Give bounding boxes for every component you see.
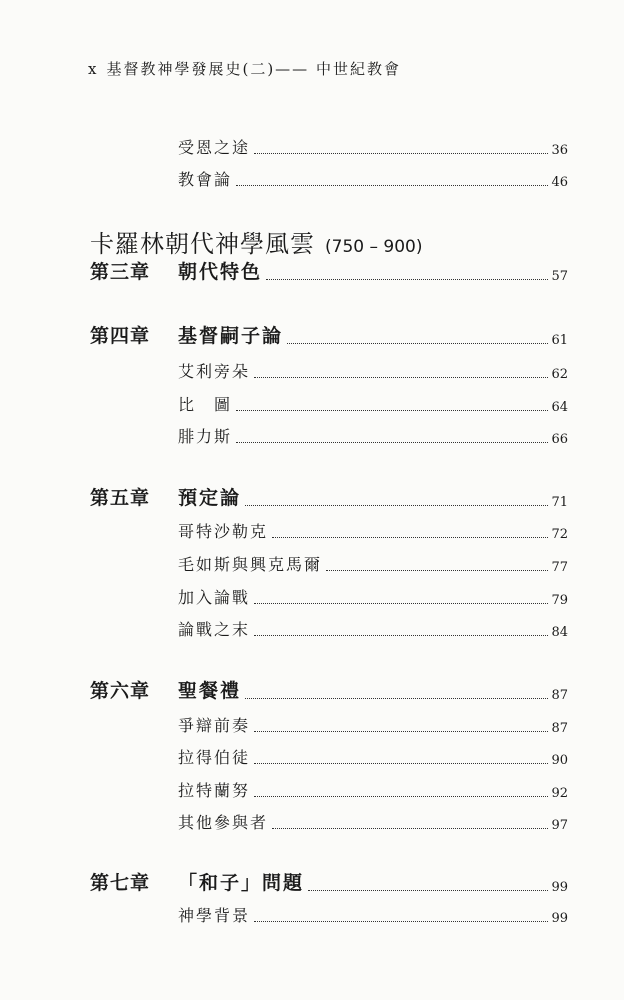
page-ref: 97 bbox=[551, 818, 568, 833]
page-ref: 99 bbox=[551, 911, 568, 926]
toc-chapter[interactable] bbox=[90, 322, 568, 348]
entry-title: 拉特蘭努 bbox=[178, 781, 251, 800]
entry-title: 教會論 bbox=[178, 170, 233, 189]
toc-entry[interactable] bbox=[178, 425, 568, 447]
toc-entry[interactable] bbox=[178, 618, 568, 640]
toc-chapter[interactable] bbox=[90, 677, 568, 703]
chapter-title: 聖餐禮 bbox=[178, 680, 242, 702]
leader-dots bbox=[254, 763, 548, 764]
page-ref: 79 bbox=[551, 593, 568, 608]
toc-entry[interactable] bbox=[178, 714, 568, 736]
chapter-number: 第三章 bbox=[90, 261, 151, 283]
page-ref: 92 bbox=[551, 786, 568, 801]
toc-chapter[interactable] bbox=[90, 258, 568, 284]
page-ref: 87 bbox=[551, 721, 568, 736]
toc-entry[interactable] bbox=[178, 360, 568, 382]
leader-dots bbox=[272, 537, 548, 538]
section-title-text: 卡羅林朝代神學風雲 bbox=[90, 230, 315, 258]
chapter-title: 基督嗣子論 bbox=[178, 325, 284, 347]
page-ref: 90 bbox=[551, 753, 568, 768]
running-header bbox=[88, 58, 401, 79]
leader-dots bbox=[254, 377, 548, 378]
leader-dots bbox=[254, 603, 548, 604]
leader-dots bbox=[254, 731, 548, 732]
toc-entry[interactable] bbox=[178, 553, 568, 575]
chapter-title: 朝代特色 bbox=[178, 261, 263, 283]
page-ref: 77 bbox=[551, 560, 568, 575]
chapter-number: 第七章 bbox=[90, 872, 151, 894]
entry-title: 哥特沙勒克 bbox=[178, 522, 269, 541]
entry-title: 加入論戰 bbox=[178, 588, 251, 607]
entry-title: 拉得伯徒 bbox=[178, 748, 251, 767]
toc-chapter[interactable] bbox=[90, 869, 568, 895]
page-ref: 71 bbox=[551, 495, 568, 510]
chapter-number: 第四章 bbox=[90, 325, 151, 347]
page-ref: 62 bbox=[551, 367, 568, 382]
leader-dots bbox=[272, 828, 548, 829]
page-ref: 57 bbox=[551, 269, 568, 284]
toc-entry[interactable] bbox=[178, 746, 568, 768]
toc-entry[interactable] bbox=[178, 136, 568, 158]
entry-title: 比 圖 bbox=[178, 395, 233, 414]
book-title: 基督教神學發展史(二)—— 中世紀教會 bbox=[106, 60, 401, 78]
page-ref: 61 bbox=[551, 333, 568, 348]
leader-dots bbox=[236, 442, 548, 443]
leader-dots bbox=[254, 921, 548, 922]
toc-entry[interactable] bbox=[178, 811, 568, 833]
entry-title: 艾利旁朵 bbox=[178, 362, 251, 381]
leader-dots bbox=[245, 505, 548, 506]
page-ref: 64 bbox=[551, 400, 568, 415]
toc-entry[interactable] bbox=[178, 393, 568, 415]
toc-entry[interactable] bbox=[178, 779, 568, 801]
entry-title: 腓力斯 bbox=[178, 427, 233, 446]
entry-title: 其他參與者 bbox=[178, 813, 269, 832]
leader-dots bbox=[236, 185, 548, 186]
leader-dots bbox=[254, 635, 548, 636]
leader-dots bbox=[254, 796, 548, 797]
chapter-number: 第五章 bbox=[90, 487, 151, 509]
toc-entry[interactable] bbox=[178, 904, 568, 926]
section-range: (750 – 900) bbox=[325, 237, 423, 257]
page-ref: 87 bbox=[551, 688, 568, 703]
leader-dots bbox=[266, 279, 548, 280]
toc-entry[interactable] bbox=[178, 168, 568, 190]
leader-dots bbox=[254, 153, 548, 154]
entry-title: 毛如斯與興克馬爾 bbox=[178, 555, 323, 574]
toc-entry[interactable] bbox=[178, 586, 568, 608]
leader-dots bbox=[245, 698, 548, 699]
toc-chapter[interactable] bbox=[90, 484, 568, 510]
page-ref: 84 bbox=[551, 625, 568, 640]
entry-title: 神學背景 bbox=[178, 906, 251, 925]
chapter-number: 第六章 bbox=[90, 680, 151, 702]
toc-entry[interactable] bbox=[178, 520, 568, 542]
page-ref: 72 bbox=[551, 527, 568, 542]
leader-dots bbox=[326, 570, 548, 571]
entry-title: 爭辯前奏 bbox=[178, 716, 251, 735]
page-ref: 36 bbox=[551, 143, 568, 158]
page-ref: 66 bbox=[551, 432, 568, 447]
leader-dots bbox=[287, 343, 548, 344]
leader-dots bbox=[236, 410, 548, 411]
chapter-title: 預定論 bbox=[178, 487, 242, 509]
section-title bbox=[90, 224, 422, 259]
page-ref: 46 bbox=[551, 175, 568, 190]
page-number: x bbox=[88, 60, 97, 78]
entry-title: 受恩之途 bbox=[178, 138, 251, 157]
leader-dots bbox=[308, 890, 548, 891]
page-ref: 99 bbox=[551, 880, 568, 895]
chapter-title: 「和子」問題 bbox=[178, 872, 305, 894]
entry-title: 論戰之末 bbox=[178, 620, 251, 639]
